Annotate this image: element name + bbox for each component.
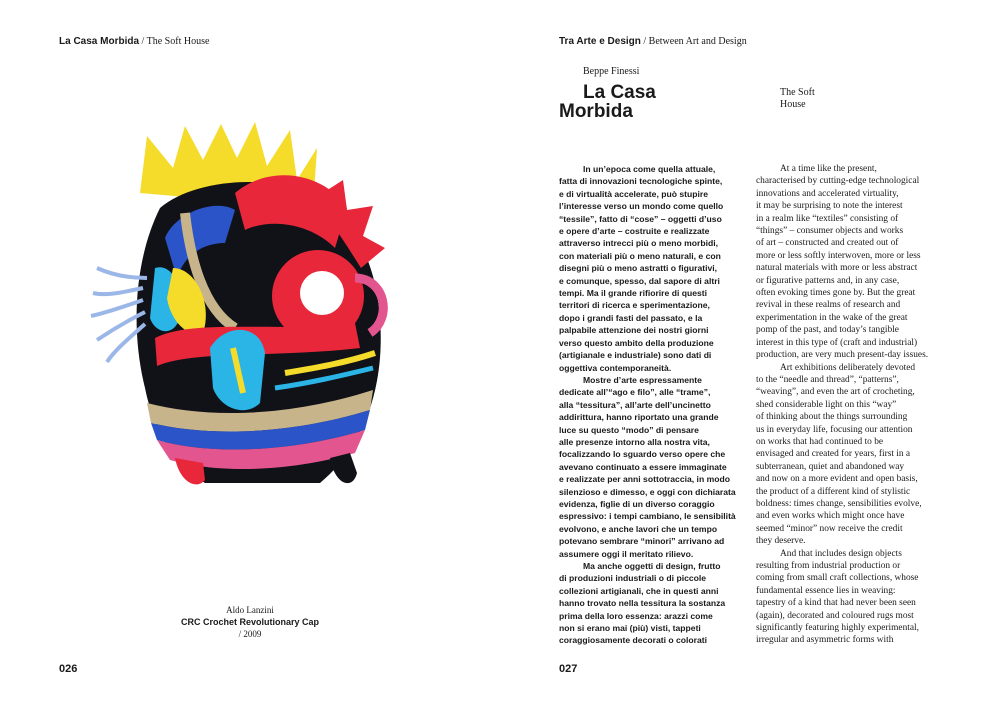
text-line: non si erano mai (più) visti, tappeti — [559, 623, 701, 634]
text-line: oggettiva contemporaneità. — [559, 362, 672, 373]
title-it-line-2: Morbida — [559, 101, 633, 122]
text-line: boldness: times change, sensibilities evolve, — [756, 498, 922, 509]
text-line: and now on a more evident and open basis, — [756, 474, 918, 485]
running-head-right-title: Tra Arte e Design — [559, 36, 641, 47]
text-line: coming from small craft collections, whose — [756, 573, 919, 584]
text-line: of thinking about the things surrounding — [756, 412, 908, 423]
text-line: evidenza, figlie di un diverso coraggio — [559, 498, 715, 509]
text-line: assumere oggi il meritato rilievo. — [559, 548, 694, 559]
running-head-left-title: La Casa Morbida — [59, 36, 140, 47]
text-line: shed considerable light on this “way” — [756, 399, 897, 410]
text-line: production, are very much present-day issues. — [756, 350, 929, 361]
right-page — [500, 0, 1000, 706]
text-line: dopo i grandi fasti del passato, e la — [559, 312, 703, 323]
text-line: e di virtualità accelerate, può stupire — [559, 188, 709, 199]
text-line: (again), decorated and coloured rugs most — [756, 610, 914, 621]
text-line: collezioni artigianali, che in questi anni — [559, 585, 719, 596]
text-line: attraverso intrecci più o meno morbidi, — [559, 238, 719, 249]
article-title-english — [780, 87, 815, 111]
text-line: interest in this type of (craft and industrial) — [756, 337, 918, 348]
text-line: luce su questo “modo” di pensare — [559, 424, 699, 435]
text-line: potevano sembrare “minori” arrivano ad — [559, 536, 725, 547]
text-line: palpabile attenzione dei nostri giorni — [559, 325, 709, 336]
caption-work-title: CRC Crochet Revolutionary Cap — [180, 617, 320, 627]
text-line: hanno trovato nella tessitura la sostanza — [559, 598, 726, 609]
text-line: e opere d’arte – costruite e realizzate — [559, 226, 710, 237]
text-line: often evoking times gone by. But the great — [756, 288, 916, 299]
text-line: Ma anche oggetti di design, frutto — [583, 561, 721, 571]
running-head-left-subtitle: / The Soft House — [139, 36, 210, 47]
text-line: avevano continuato a essere immaginate — [559, 461, 727, 472]
text-line: Art exhibitions deliberately devoted — [780, 362, 916, 373]
text-line: and even works which might once have — [756, 511, 905, 522]
caption-year: / 2009 — [238, 629, 262, 639]
text-line: or figurative patterns and, in any case, — [756, 275, 900, 286]
text-line: of art – constructed and created out of — [756, 238, 899, 249]
page-number-right: 027 — [559, 663, 578, 675]
text-line: fundamental essence lies in weaving: — [756, 585, 896, 596]
text-line: silenzioso e dimesso, e oggi con dichiarata — [559, 486, 736, 497]
text-line: coraggiosamente decorati o colorati — [559, 635, 708, 646]
running-head-right-subtitle: / Between Art and Design — [640, 36, 747, 47]
text-line: subterranean, quiet and abandoned way — [756, 461, 905, 472]
text-line: focalizzando lo sguardo verso opere che — [559, 449, 726, 460]
running-head-left — [59, 36, 209, 48]
text-line: prima della loro essenza: arazzi come — [559, 610, 713, 621]
text-line: pomp of the past, and today’s tangible — [756, 325, 899, 336]
page-number-left: 026 — [59, 663, 78, 675]
text-line: evolvono, e anche lavori che un tempo — [559, 523, 718, 534]
text-line: tempi. Ma il grande rifiorire di questi — [559, 288, 708, 299]
article-author: Beppe Finessi — [583, 66, 640, 77]
caption-artist: Aldo Lanzini — [226, 605, 274, 615]
text-line: experimentation in the wake of the great — [756, 312, 908, 323]
text-line: disegni più o meno astratti o figurativi, — [559, 263, 718, 274]
text-line: it may be surprising to note the interest — [756, 201, 903, 212]
article-title-italian — [559, 83, 656, 121]
crochet-cap-artwork — [85, 118, 400, 503]
text-line: At a time like the present, — [780, 164, 877, 174]
text-line: they deserve. — [756, 536, 806, 547]
text-line: on works that had continued to be — [756, 436, 884, 447]
text-line: envisaged and created for years, first in a — [756, 449, 911, 460]
english-text-column — [756, 163, 946, 647]
text-line: territori di ricerca e sperimentazione, — [559, 300, 710, 311]
text-line: l’interesse verso un mondo come quello — [559, 201, 724, 212]
text-line: alla “tessitura”, all’arte dell’uncinetto — [559, 399, 711, 410]
title-en-line-1: The Soft — [780, 87, 815, 98]
running-head-right — [559, 36, 747, 48]
text-line: characterised by cutting-edge technological — [756, 176, 920, 187]
text-line: irregular and asymmetric forms with — [756, 635, 894, 646]
text-line: e realizzate per anni sottotraccia, in modo — [559, 474, 730, 485]
text-line: us in everyday life, focusing our attention — [756, 424, 913, 435]
text-line: in a realm like “textiles” consisting of — [756, 213, 899, 224]
text-line: verso questo ambito della produzione — [559, 337, 714, 348]
title-en-line-2: House — [780, 99, 806, 110]
text-line: fatta di innovazioni tecnologiche spinte, — [559, 176, 723, 187]
text-line: “weaving”, and even the art of crocheting, — [756, 387, 915, 398]
text-line: addirittura, hanno riportato una grande — [559, 412, 719, 423]
text-line: “things” – consumer objects and works — [756, 226, 904, 237]
text-line: resulting from industrial production or — [756, 561, 901, 571]
title-it-line-1: La Casa — [583, 82, 656, 103]
text-line: con materiali più o meno naturali, e con — [559, 250, 721, 261]
text-line: natural materials with more or less abstract — [756, 263, 918, 274]
text-line: more or less softly interwoven, more or less — [756, 250, 921, 261]
text-line: (artigianale e industriale) sono dati di — [559, 350, 712, 361]
text-line: the product of a different kind of stylistic — [756, 486, 911, 497]
text-line: to the “needle and thread”, “patterns”, — [756, 374, 899, 385]
text-line: Mostre d’arte espressamente — [583, 374, 702, 385]
text-line: espressivo: i tempi cambiano, le sensibilità — [559, 511, 736, 522]
italian-text-column — [559, 163, 749, 647]
text-line: e comunque, spesso, dal sapore di altri — [559, 275, 720, 286]
text-line: seemed “minor” now receive the credit — [756, 523, 903, 534]
text-line: “tessile”, fatto di “cose” – oggetti d’uso — [559, 213, 722, 224]
text-line: innovations and accelerated virtuality, — [756, 188, 899, 199]
text-line: And that includes design objects — [780, 548, 902, 559]
text-line: significantly featuring highly experimental, — [756, 623, 919, 634]
text-line: revival in these realms of research and — [756, 300, 901, 311]
text-line: alle presenze intorno alla nostra vita, — [559, 436, 710, 447]
text-line: di produzioni industriali o di piccole — [559, 573, 707, 584]
text-line: tapestry of a kind that had never been seen — [756, 598, 916, 609]
text-line: In un’epoca come quella attuale, — [583, 164, 716, 174]
artwork-caption — [170, 604, 330, 640]
text-line: dedicate all’“ago e filo”, alle “trame”, — [559, 387, 711, 398]
